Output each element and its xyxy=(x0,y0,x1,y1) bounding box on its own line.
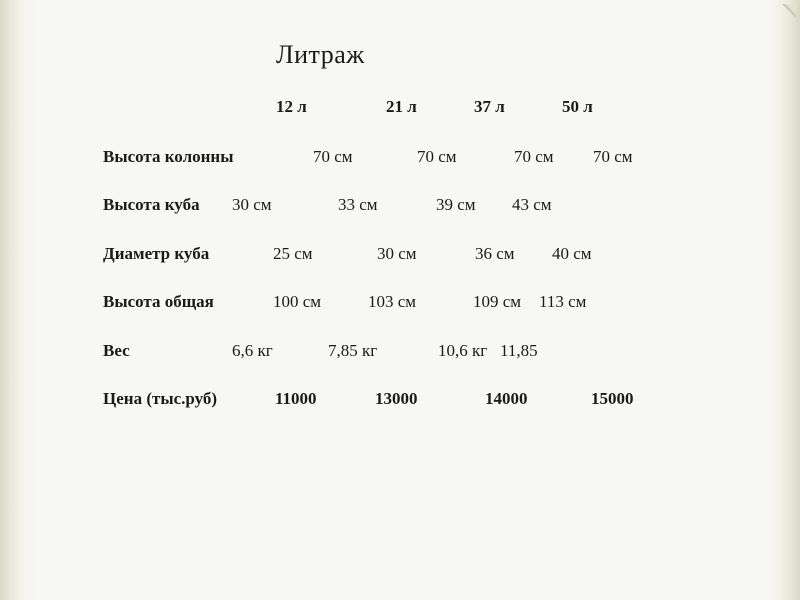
row-value: 100 см xyxy=(273,292,322,311)
row-label: Диаметр куба xyxy=(103,244,210,263)
header-cell-37l: 37 л xyxy=(474,97,505,116)
row-value: 10,6 кг xyxy=(438,341,488,360)
row-value: 70 см xyxy=(593,147,633,166)
table-row xyxy=(0,147,800,171)
row-value: 113 см xyxy=(539,292,587,311)
row-value: 36 см xyxy=(475,244,515,263)
row-value: 11,85 xyxy=(500,341,538,360)
row-value: 13000 xyxy=(375,389,418,408)
row-value: 43 см xyxy=(512,195,552,214)
row-value: 70 см xyxy=(514,147,554,166)
page-title: Литраж xyxy=(276,40,365,69)
row-value: 11000 xyxy=(275,389,317,408)
header-cell-50l: 50 л xyxy=(562,97,593,116)
table-row xyxy=(0,341,800,365)
row-value: 6,6 кг xyxy=(232,341,273,360)
row-label: Вес xyxy=(103,341,130,360)
row-value: 14000 xyxy=(485,389,528,408)
row-label: Цена (тыс.руб) xyxy=(103,389,218,408)
row-value: 15000 xyxy=(591,389,634,408)
table-row xyxy=(0,389,800,413)
table-row xyxy=(0,292,800,316)
row-value: 33 см xyxy=(338,195,378,214)
table-row xyxy=(0,244,800,268)
row-label: Высота общая xyxy=(103,292,214,311)
row-value: 70 см xyxy=(313,147,353,166)
row-value: 70 см xyxy=(417,147,457,166)
row-value: 103 см xyxy=(368,292,417,311)
row-value: 39 см xyxy=(436,195,476,214)
row-value: 30 см xyxy=(377,244,417,263)
row-value: 7,85 кг xyxy=(328,341,378,360)
table-row xyxy=(0,195,800,219)
row-value: 109 см xyxy=(473,292,522,311)
header-cell-21l: 21 л xyxy=(386,97,417,116)
row-label: Высота куба xyxy=(103,195,200,214)
row-value: 30 см xyxy=(232,195,272,214)
row-value: 40 см xyxy=(552,244,592,263)
row-label: Высота колонны xyxy=(103,147,234,166)
slide-corner-icon xyxy=(782,4,796,18)
header-row xyxy=(0,97,800,121)
header-cell-12l: 12 л xyxy=(276,97,307,116)
row-value: 25 см xyxy=(273,244,313,263)
